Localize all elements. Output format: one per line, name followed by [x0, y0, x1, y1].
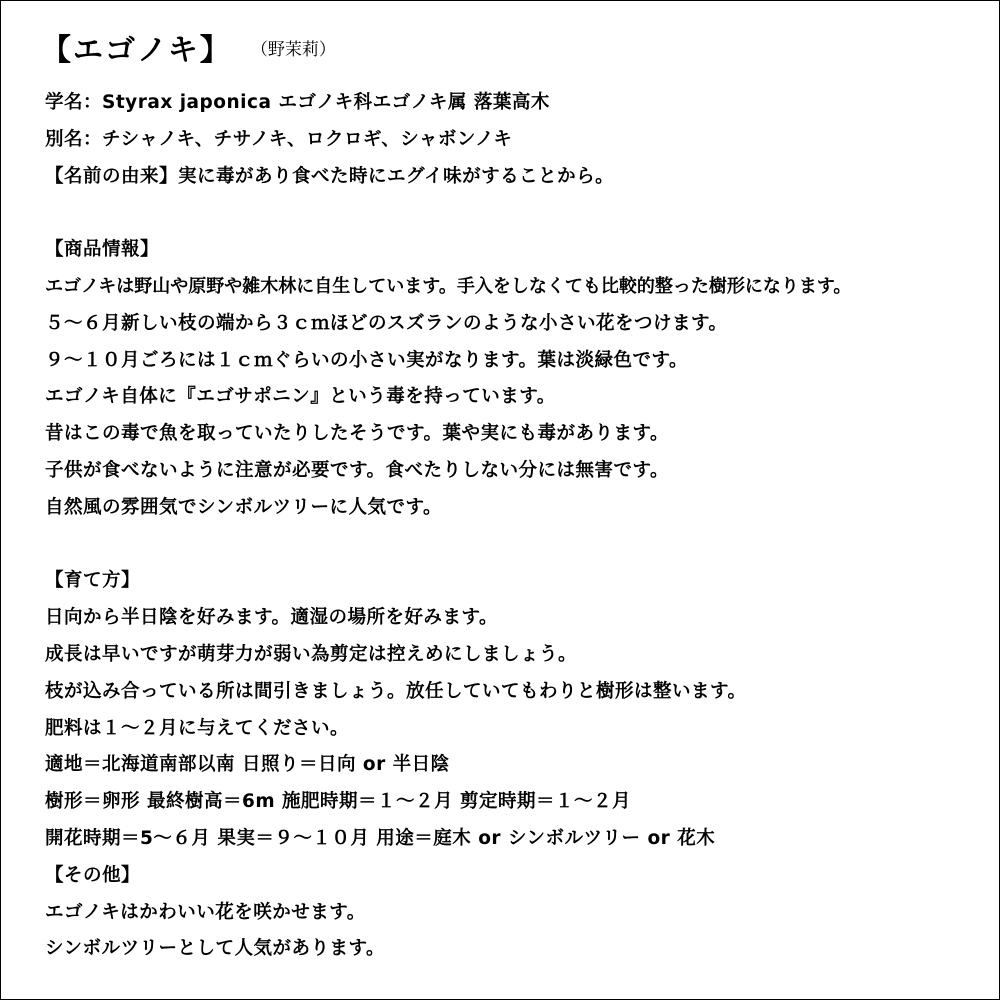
product-info-line: 昔はこの毒で魚を取っていたりしたそうです。葉や実にも毒があります。: [45, 423, 670, 445]
product-info-line: ５～６月新しい枝の端から３ｃｍほどのスズランのような小さい花をつけます。: [45, 312, 728, 334]
page-subtitle: （野茉莉）: [250, 39, 336, 60]
description-body: [45, 85, 995, 968]
spacer: [45, 527, 995, 564]
product-info-line: 自然風の雰囲気でシンボルツリーに人気です。: [45, 496, 443, 518]
product-info-line: 子供が食べないように注意が必要です。食べたりしない分には無害です。: [45, 459, 670, 481]
other-line: シンボルツリーとして人気があります。: [45, 938, 386, 960]
care-line: 肥料は１～２月に与えてください。: [45, 717, 350, 739]
alias-line: 別名：チシャノキ、チサノキ、ロクロギ、シャボンノキ: [45, 128, 513, 150]
care-line: 開花時期＝5～６月 果実＝９～１０月 用途＝庭木 or シンボルツリー or 花木: [45, 827, 716, 849]
product-info-line: エゴノキ自体に『エゴサポニン』という毒を持っています。: [45, 386, 556, 408]
title-row: [41, 25, 336, 68]
care-line: 日向から半日陰を好みます。適湿の場所を好みます。: [45, 607, 499, 629]
product-info-heading: 【商品情報】: [45, 239, 160, 261]
scientific-name-line: 学名：Styrax japonica エゴノキ科エゴノキ属 落葉高木: [45, 92, 550, 113]
care-line: 枝が込み合っている所は間引きましょう。放任していてもわりと樹形は整います。: [45, 680, 747, 702]
product-info-line: エゴノキは野山や原野や雑木林に自生しています。手入をしなくても比較的整った樹形になります。: [45, 275, 852, 297]
care-line: 適地＝北海道南部以南 日照り＝日向 or 半日陰: [45, 754, 450, 776]
spacer: [45, 195, 995, 232]
care-line: 樹形＝卵形 最終樹高＝6m 施肥時期＝１～２月 剪定時期＝１～２月: [45, 791, 631, 813]
care-line: 成長は早いですが萌芽力が弱い為剪定は控えめにしましょう。: [45, 643, 578, 665]
name-origin-line: 【名前の由来】実に毒があり食べた時にエグイ味がすることから。: [45, 165, 615, 187]
product-info-line: ９～１０月ごろには１ｃｍぐらいの小さい実がなります。葉は淡緑色です。: [45, 349, 689, 371]
other-heading: 【その他】: [45, 864, 141, 886]
care-heading: 【育て方】: [45, 570, 141, 592]
page-title: 【エゴノキ】: [41, 33, 232, 68]
other-line: エゴノキはかわいい花を咲かせます。: [45, 901, 366, 923]
